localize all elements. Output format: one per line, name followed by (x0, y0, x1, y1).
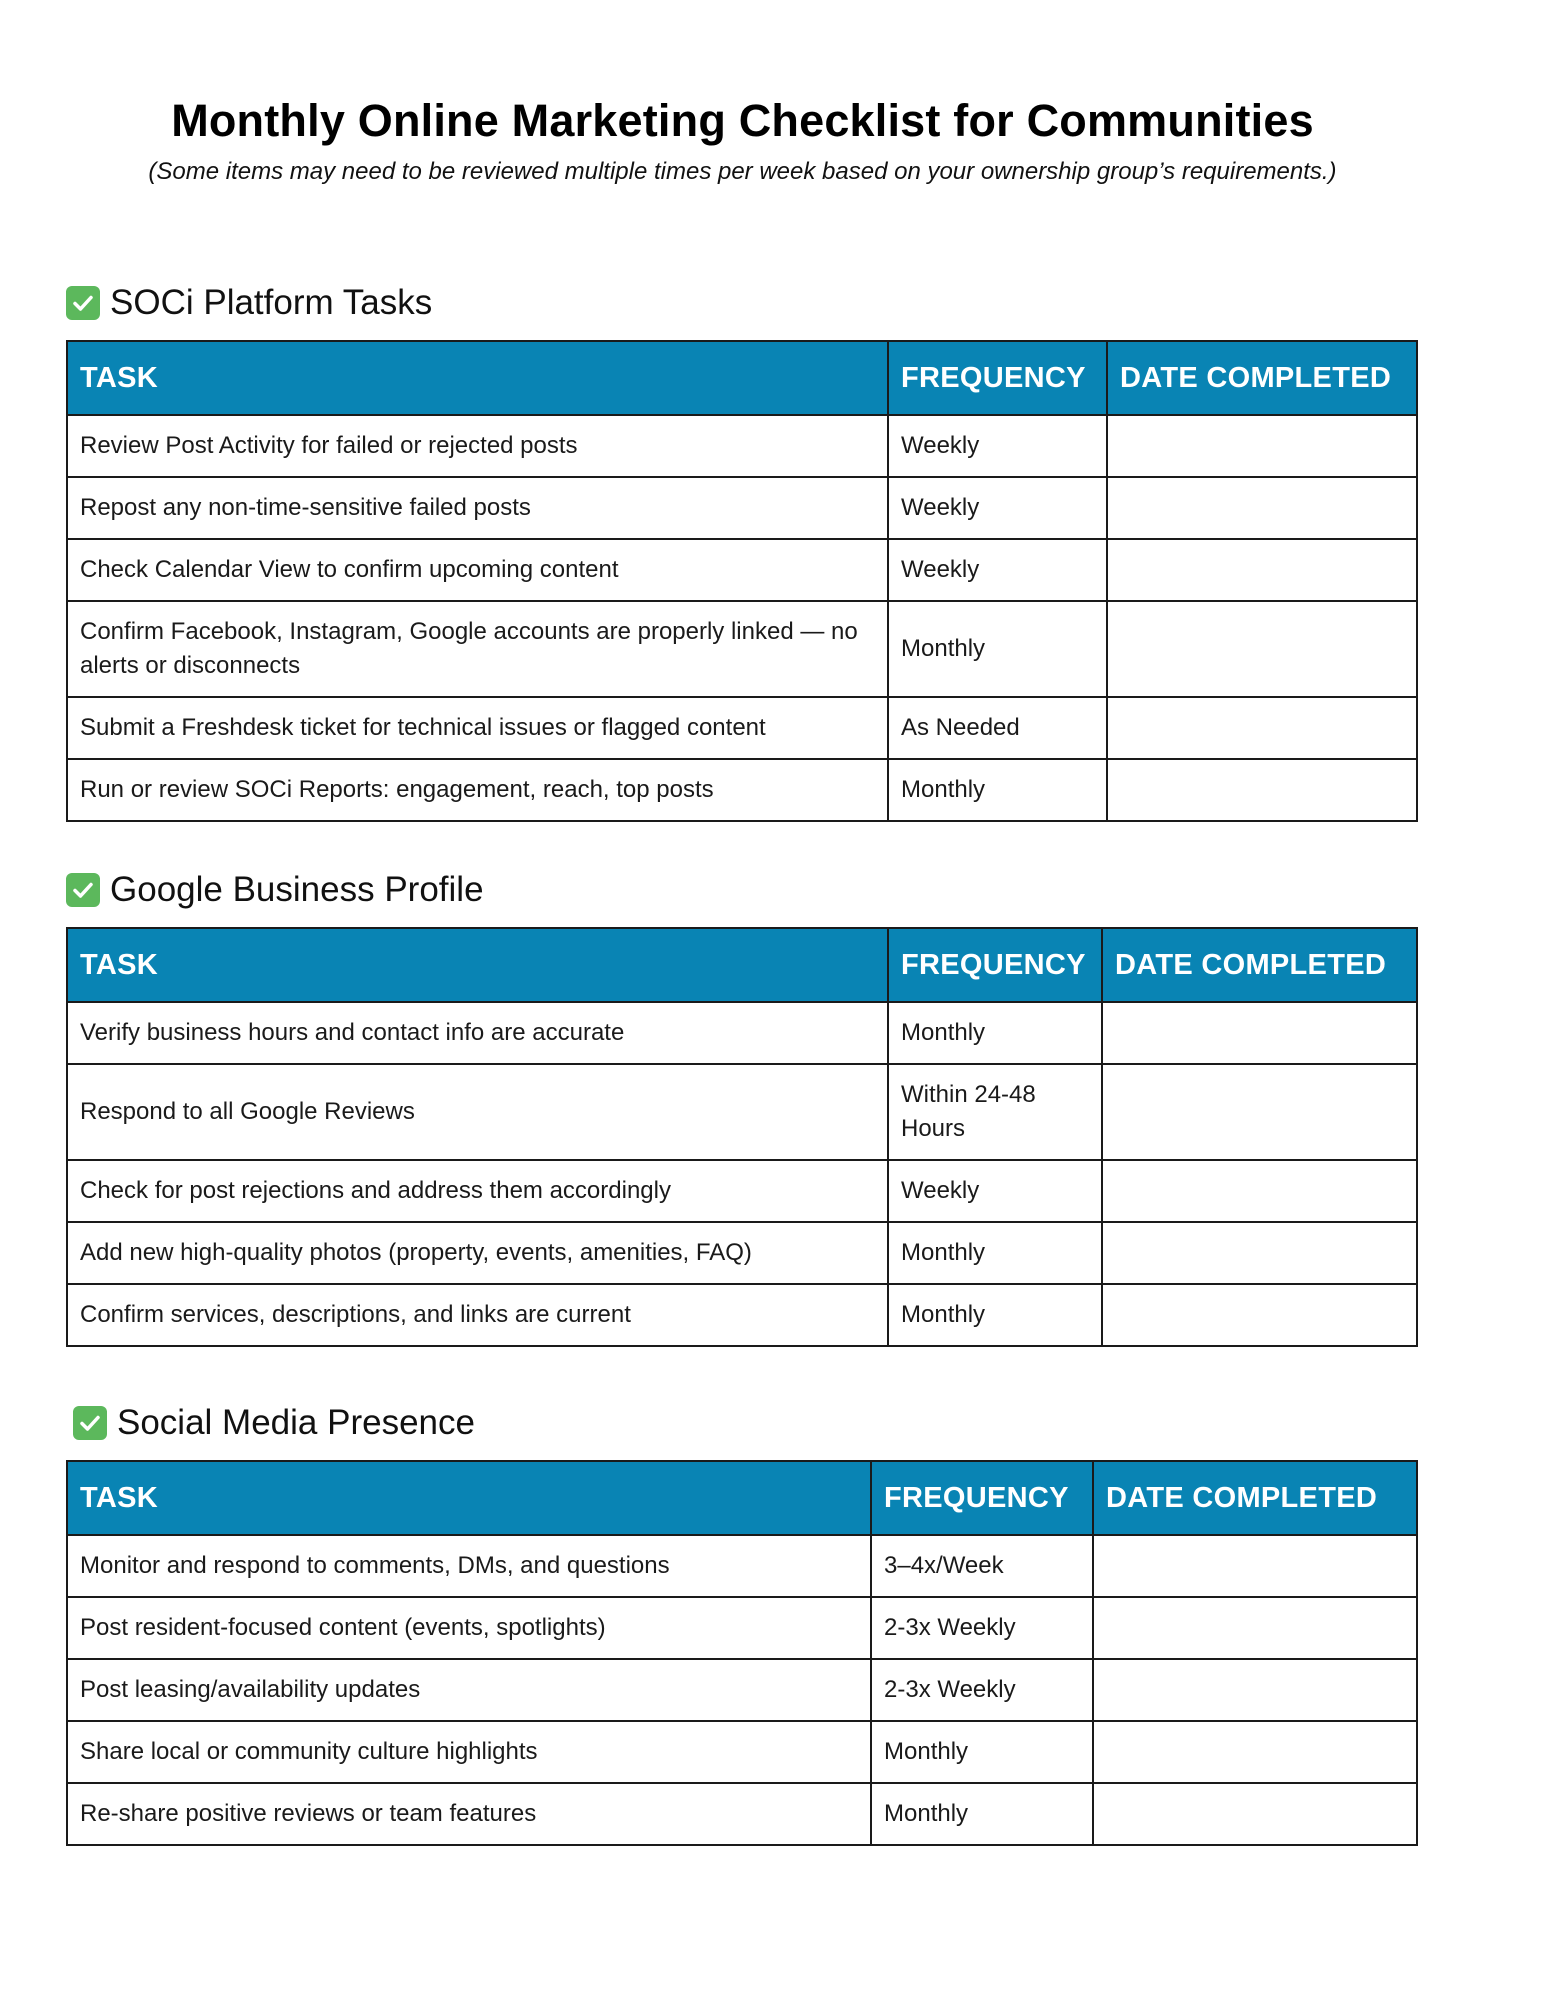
frequency-cell: Weekly (888, 1160, 1102, 1222)
task-cell: Add new high-quality photos (property, events, amenities, FAQ) (67, 1222, 888, 1284)
task-cell: Confirm Facebook, Instagram, Google accounts are properly linked — no alerts or disconnects (67, 601, 888, 697)
section-heading (66, 865, 1416, 915)
task-table (66, 1460, 1418, 1846)
section-heading-text: SOCi Platform Tasks (110, 283, 433, 322)
column-header-task: TASK (67, 1461, 871, 1535)
table-row (67, 1284, 1417, 1346)
task-cell: Submit a Freshdesk ticket for technical issues or flagged content (67, 697, 888, 759)
page-subtitle: (Some items may need to be reviewed multiple times per week based on your ownership group’s requirements.) (148, 158, 1337, 185)
column-header-task: TASK (67, 928, 888, 1002)
date-completed-cell[interactable] (1102, 1284, 1417, 1346)
column-header-frequency: FREQUENCY (888, 341, 1107, 415)
task-cell: Respond to all Google Reviews (67, 1064, 888, 1160)
frequency-cell: 3–4x/Week (871, 1535, 1093, 1597)
table-row (67, 539, 1417, 601)
date-completed-cell[interactable] (1107, 539, 1417, 601)
table-row (67, 1659, 1417, 1721)
table-row (67, 697, 1417, 759)
frequency-cell: Within 24-48 Hours (888, 1064, 1102, 1160)
table-row (67, 759, 1417, 821)
frequency-cell: Monthly (871, 1783, 1093, 1845)
section-heading-text: Social Media Presence (117, 1403, 475, 1442)
date-completed-cell[interactable] (1093, 1597, 1417, 1659)
table-row (67, 1002, 1417, 1064)
task-cell: Check for post rejections and address them accordingly (67, 1160, 888, 1222)
task-cell: Verify business hours and contact info are accurate (67, 1002, 888, 1064)
task-cell: Review Post Activity for failed or rejected posts (67, 415, 888, 477)
frequency-cell: Monthly (871, 1721, 1093, 1783)
table-row (67, 1597, 1417, 1659)
frequency-cell: Monthly (888, 1222, 1102, 1284)
table-header-row (67, 341, 1417, 415)
section-soci-platform (66, 278, 1416, 822)
task-cell: Repost any non-time-sensitive failed posts (67, 477, 888, 539)
date-completed-cell[interactable] (1093, 1783, 1417, 1845)
table-row (67, 1064, 1417, 1160)
date-completed-cell[interactable] (1107, 477, 1417, 539)
column-header-frequency: FREQUENCY (888, 928, 1102, 1002)
frequency-cell: Weekly (888, 477, 1107, 539)
date-completed-cell[interactable] (1093, 1659, 1417, 1721)
frequency-cell: Monthly (888, 601, 1107, 697)
date-completed-cell[interactable] (1102, 1160, 1417, 1222)
table-header-row (67, 928, 1417, 1002)
column-header-date-completed: DATE COMPLETED (1093, 1461, 1417, 1535)
table-row (67, 1222, 1417, 1284)
frequency-cell: Monthly (888, 759, 1107, 821)
check-mark-icon (66, 873, 100, 907)
column-header-task: TASK (67, 341, 888, 415)
date-completed-cell[interactable] (1107, 415, 1417, 477)
table-row (67, 1535, 1417, 1597)
page-title: Monthly Online Marketing Checklist for Communities (171, 95, 1314, 146)
task-cell: Re-share positive reviews or team features (67, 1783, 871, 1845)
table-row (67, 1783, 1417, 1845)
table-header-row (67, 1461, 1417, 1535)
section-google-business-profile (66, 865, 1416, 1347)
section-social-media-presence (66, 1398, 1416, 1846)
date-completed-cell[interactable] (1107, 759, 1417, 821)
table-row (67, 1160, 1417, 1222)
date-completed-cell[interactable] (1102, 1064, 1417, 1160)
task-cell: Monitor and respond to comments, DMs, and questions (67, 1535, 871, 1597)
task-cell: Post leasing/availability updates (67, 1659, 871, 1721)
table-row (67, 601, 1417, 697)
check-mark-icon (66, 286, 100, 320)
column-header-frequency: FREQUENCY (871, 1461, 1093, 1535)
date-completed-cell[interactable] (1107, 697, 1417, 759)
date-completed-cell[interactable] (1107, 601, 1417, 697)
column-header-date-completed: DATE COMPLETED (1107, 341, 1417, 415)
frequency-cell: As Needed (888, 697, 1107, 759)
section-heading (66, 278, 1416, 328)
task-cell: Confirm services, descriptions, and links are current (67, 1284, 888, 1346)
date-completed-cell[interactable] (1102, 1222, 1417, 1284)
check-mark-icon (73, 1406, 107, 1440)
section-heading-text: Google Business Profile (110, 870, 484, 909)
task-cell: Run or review SOCi Reports: engagement, reach, top posts (67, 759, 888, 821)
date-completed-cell[interactable] (1102, 1002, 1417, 1064)
table-row (67, 477, 1417, 539)
task-cell: Post resident-focused content (events, spotlights) (67, 1597, 871, 1659)
frequency-cell: Monthly (888, 1002, 1102, 1064)
table-row (67, 415, 1417, 477)
frequency-cell: Weekly (888, 415, 1107, 477)
frequency-cell: Weekly (888, 539, 1107, 601)
date-completed-cell[interactable] (1093, 1535, 1417, 1597)
task-table (66, 340, 1418, 822)
task-cell: Share local or community culture highlights (67, 1721, 871, 1783)
frequency-cell: Monthly (888, 1284, 1102, 1346)
date-completed-cell[interactable] (1093, 1721, 1417, 1783)
frequency-cell: 2-3x Weekly (871, 1659, 1093, 1721)
column-header-date-completed: DATE COMPLETED (1102, 928, 1417, 1002)
section-heading (66, 1398, 1416, 1448)
task-table (66, 927, 1418, 1347)
task-cell: Check Calendar View to confirm upcoming content (67, 539, 888, 601)
frequency-cell: 2-3x Weekly (871, 1597, 1093, 1659)
table-row (67, 1721, 1417, 1783)
